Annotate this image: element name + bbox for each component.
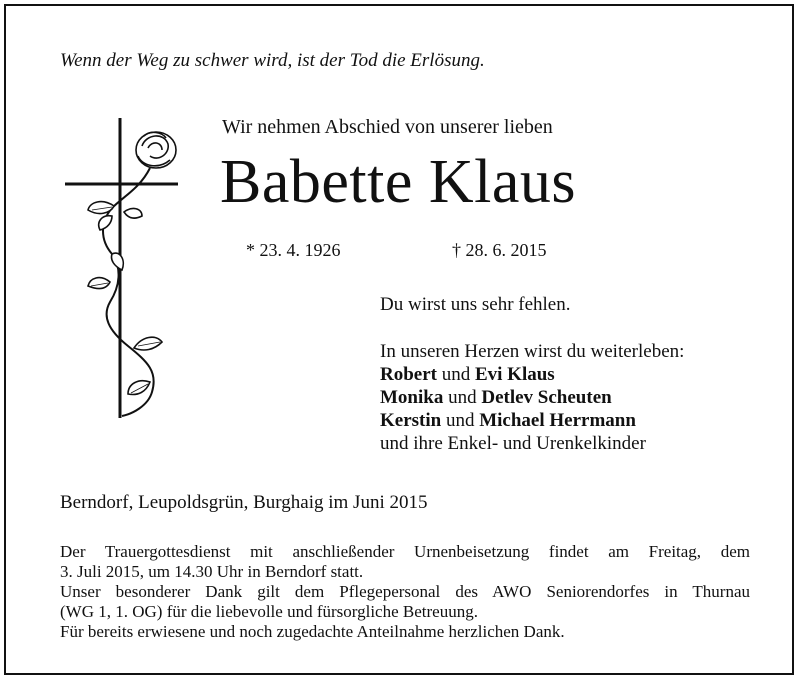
mourner-second: Detlev Scheuten [481, 387, 612, 408]
motto: Wenn der Weg zu schwer wird, ist der Tod die Erlösung. [60, 50, 485, 71]
mourner-conj: und [448, 387, 477, 408]
mourner-couple [380, 363, 684, 386]
info-line: Der Trauergottesdienst mit anschließender Urnenbeisetzung findet am Freitag, dem [60, 542, 750, 561]
mourner-second: Michael Herrmann [479, 410, 636, 431]
mourner-couple [380, 386, 684, 409]
farewell-message: Du wirst uns sehr fehlen. [380, 294, 571, 315]
mourner-conj: und [441, 364, 471, 385]
info-line: Für bereits erwiesene und noch zugedachte Anteilnahme herzlichen Dank. [60, 622, 565, 641]
intro-line: Wir nehmen Abschied von unserer lieben [222, 116, 553, 138]
mourners-lead: In unseren Herzen wirst du weiterleben: [380, 341, 685, 362]
deceased-name: Babette Klaus [220, 148, 577, 216]
mourner-first: Kerstin [380, 410, 442, 431]
info-line: 3. Juli 2015, um 14.30 Uhr in Berndorf statt. [60, 562, 364, 581]
mourner-second: Evi Klaus [474, 364, 555, 385]
cross-with-rose-icon [62, 110, 182, 422]
mourner-first: Robert [380, 364, 437, 385]
mourner-conj: und [445, 410, 475, 431]
info-line: Unser besonderer Dank gilt dem Pflegepersonal des AWO Seniorendorfes in Thurnau [60, 582, 750, 601]
mourner-couple [380, 409, 684, 432]
service-info [60, 542, 750, 642]
place-date: Berndorf, Leupoldsgrün, Burghaig im Juni 2015 [60, 492, 428, 513]
info-line: (WG 1, 1. OG) für die liebevolle und fürsorgliche Betreuung. [60, 602, 478, 621]
mourners-closing: und ihre Enkel- und Urenkelkinder [380, 433, 646, 454]
obituary-notice [4, 4, 794, 675]
mourner-first: Monika [380, 387, 444, 408]
mourners-list [380, 340, 684, 455]
birth-date: * 23. 4. 1926 [246, 240, 341, 260]
death-date: † 28. 6. 2015 [452, 240, 547, 260]
